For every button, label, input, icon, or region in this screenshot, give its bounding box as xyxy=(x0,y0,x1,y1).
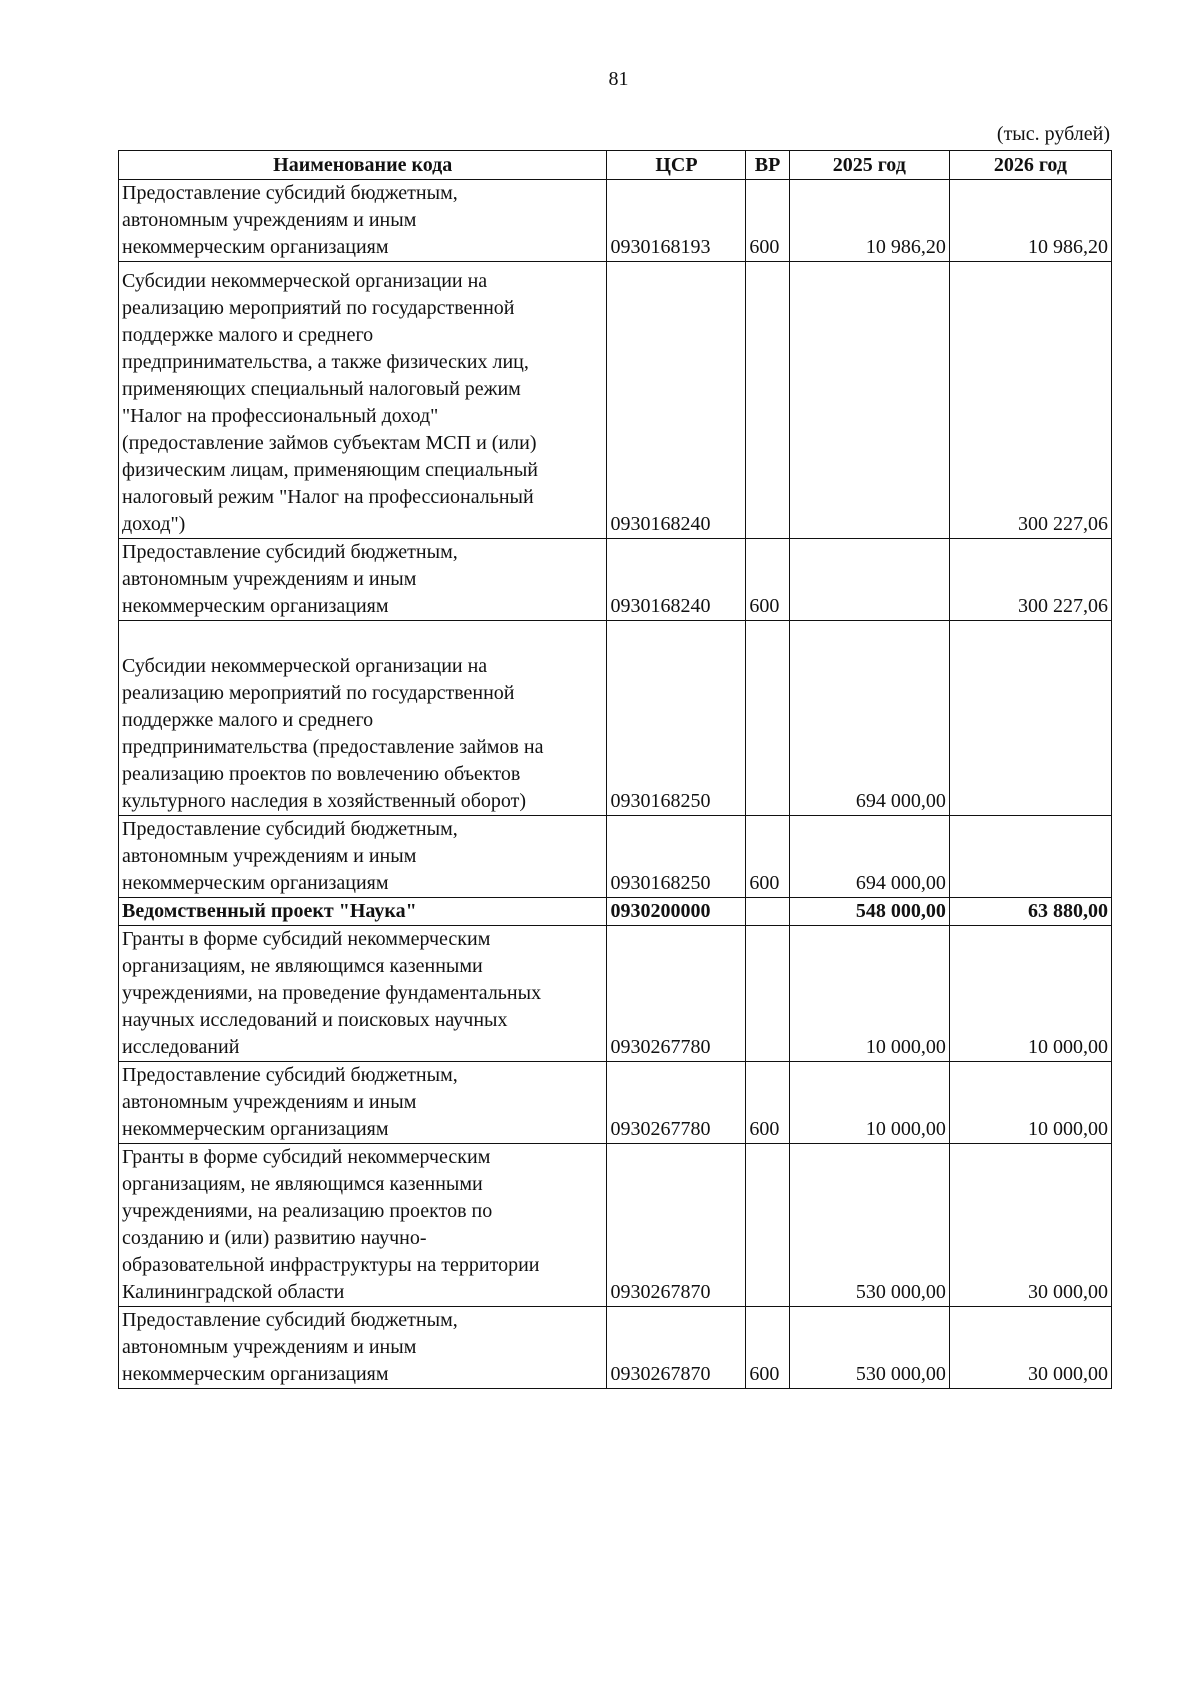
header-2025: 2025 год xyxy=(789,151,949,180)
table-row xyxy=(119,926,1112,1062)
units-label: (тыс. рублей) xyxy=(996,123,1110,145)
row-csr: 0930168250 xyxy=(607,816,746,898)
row-name: Предоставление субсидий бюджетным, автономным учреждениям и иным некоммерческим организациям xyxy=(119,539,607,621)
row-name: Субсидии некоммерческой организации на реализацию мероприятий по государственной поддержке малого и среднего предпринимательства (предоставление займов на реализацию проектов по вовлечению объектов культурного наследия в хозяйственный оборот) xyxy=(119,621,607,816)
header-name: Наименование кода xyxy=(119,151,607,180)
row-csr: 0930200000 xyxy=(607,898,746,926)
row-name: Предоставление субсидий бюджетным, автономным учреждениям и иным некоммерческим организациям xyxy=(119,1307,607,1389)
row-name: Гранты в форме субсидий некоммерческим организациям, не являющимся казенными учреждениями, на проведение фундаментальных научных исследований и поисковых научных исследований xyxy=(119,926,607,1062)
row-2025: 530 000,00 xyxy=(789,1144,949,1307)
row-vr: 600 xyxy=(746,180,789,262)
row-2025: 10 000,00 xyxy=(789,1062,949,1144)
table-row xyxy=(119,539,1112,621)
table-row xyxy=(119,1144,1112,1307)
row-2025: 694 000,00 xyxy=(789,816,949,898)
row-name: Субсидии некоммерческой организации на реализацию мероприятий по государственной поддержке малого и среднего предпринимательства, а также физических лиц, применяющих специальный налоговый режим "Налог на профессиональный доход" (предоставление займов субъектам МСП и (или) физическим лицам, применяющим специальный налоговый режим "Налог на профессиональный доход") xyxy=(119,262,607,539)
row-vr xyxy=(746,262,789,539)
row-2026: 300 227,06 xyxy=(949,262,1111,539)
row-vr xyxy=(746,898,789,926)
table-row xyxy=(119,1307,1112,1389)
row-2025: 10 000,00 xyxy=(789,926,949,1062)
table-row xyxy=(119,262,1112,539)
row-2026: 30 000,00 xyxy=(949,1307,1111,1389)
row-2025: 548 000,00 xyxy=(789,898,949,926)
row-2026: 10 986,20 xyxy=(949,180,1111,262)
row-vr xyxy=(746,621,789,816)
row-2025 xyxy=(789,262,949,539)
row-vr: 600 xyxy=(746,1307,789,1389)
row-2025: 694 000,00 xyxy=(789,621,949,816)
row-2026: 30 000,00 xyxy=(949,1144,1111,1307)
row-name: Предоставление субсидий бюджетным, автономным учреждениям и иным некоммерческим организациям xyxy=(119,1062,607,1144)
row-name: Предоставление субсидий бюджетным, автономным учреждениям и иным некоммерческим организациям xyxy=(119,180,607,262)
row-vr: 600 xyxy=(746,1062,789,1144)
row-csr: 0930168240 xyxy=(607,539,746,621)
row-2025 xyxy=(789,539,949,621)
row-vr: 600 xyxy=(746,539,789,621)
row-vr xyxy=(746,1144,789,1307)
row-name: Ведомственный проект "Наука" xyxy=(119,898,607,926)
table-header-row xyxy=(119,151,1112,180)
header-2026: 2026 год xyxy=(949,151,1111,180)
table-row xyxy=(119,180,1112,262)
row-csr: 0930267870 xyxy=(607,1307,746,1389)
header-vr: ВР xyxy=(746,151,789,180)
row-csr: 0930168193 xyxy=(607,180,746,262)
header-csr: ЦСР xyxy=(607,151,746,180)
row-csr: 0930168250 xyxy=(607,621,746,816)
page-number: 81 xyxy=(608,68,629,90)
row-vr xyxy=(746,926,789,1062)
row-2026: 10 000,00 xyxy=(949,926,1111,1062)
table-row xyxy=(119,816,1112,898)
row-2026: 300 227,06 xyxy=(949,539,1111,621)
row-2026: 10 000,00 xyxy=(949,1062,1111,1144)
row-csr: 0930168240 xyxy=(607,262,746,539)
table-row-total xyxy=(119,898,1112,926)
row-name: Предоставление субсидий бюджетным, автономным учреждениям и иным некоммерческим организациям xyxy=(119,816,607,898)
row-csr: 0930267780 xyxy=(607,926,746,1062)
row-csr: 0930267780 xyxy=(607,1062,746,1144)
row-csr: 0930267870 xyxy=(607,1144,746,1307)
row-2026 xyxy=(949,816,1111,898)
row-name: Гранты в форме субсидий некоммерческим организациям, не являющимся казенными учреждениями, на реализацию проектов по созданию и (или) развитию научно- образовательной инфраструктуры на территории Калининградской области xyxy=(119,1144,607,1307)
row-vr: 600 xyxy=(746,816,789,898)
row-2026: 63 880,00 xyxy=(949,898,1111,926)
budget-table xyxy=(118,150,1112,1389)
row-2026 xyxy=(949,621,1111,816)
table-row xyxy=(119,1062,1112,1144)
row-2025: 10 986,20 xyxy=(789,180,949,262)
table-row xyxy=(119,621,1112,816)
row-2025: 530 000,00 xyxy=(789,1307,949,1389)
